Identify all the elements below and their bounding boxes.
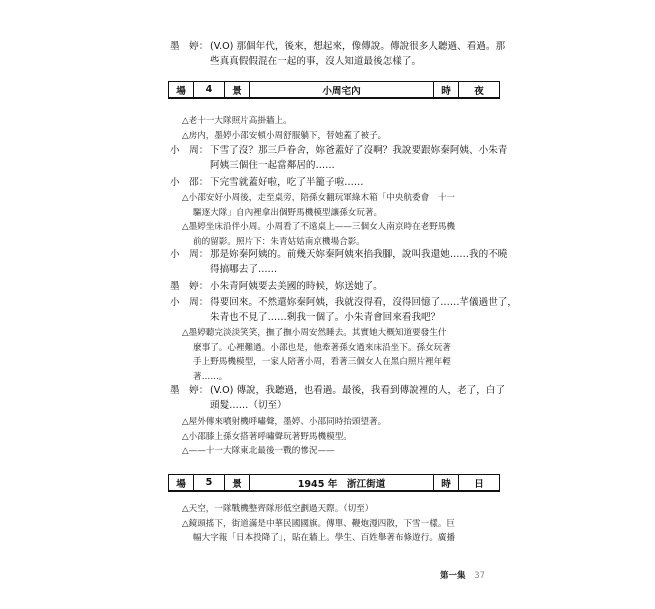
episode-label: 第一集 bbox=[440, 571, 466, 581]
dialogue-text: (V.O) 那個年代，後來，想起來，像傳說。傳說很多人聽過、看過。那 些真真假假混在一起的事，沒人知道最後怎樣了。 bbox=[210, 41, 506, 67]
action-block: △老十一大隊照片高掛牆上。 △房内，墨婷小邵安頓小周舒服躺下，替她蓋了被子。 bbox=[182, 116, 387, 141]
page-number: 37 bbox=[474, 571, 486, 581]
dialogue-xiao-zhou: 小 周： 那是妳秦阿姨的。前幾天妳秦阿姨來掐我腳，說叫我還她……我的不曉 得搞哪去了…… bbox=[170, 249, 508, 275]
action-block: △天空，一隊戰機整齊隊形低空劃過天際。（切至） △鏡頭搖下，街道滿是中華民國國旗。傳單、鞭炮漫四散，下雪一樣。巨 幅大字報「日本投降了」，貼在牆上。學生、百姓舉著布條遊行。廣播 bbox=[182, 504, 456, 543]
action-block: △墨婷聽完淡淡笑笑，撫了撫小周安然睡去。其實她大概知道要發生什 麼事了。心裡難過。小邵也是，他牽著孫女過來床沿坐下。孫女玩著 手上野馬機模型，一家人陪著小周，看著三個女人在黑白照片裡年輕 著……。 bbox=[182, 328, 451, 382]
action-block: △小邵安好小周後，走至桌旁，陪孫女翻玩軍綠木箱「中央航委會 十一 驅逐大隊」自內裡拿出個野馬機模型讓孫女玩著。 △墨婷坐床沿伴小周。小周看了不遠桌上——三個女人南京時在老野馬機 前的留影。照片下：朱青姑姑南京機場合影。 bbox=[182, 193, 456, 247]
dialogue-mo-ting-vo: 墨 婷： (V.O) 傳說，我聽過，也看過。最後，我看到傳說裡的人，老了，白了 頭髮……（切至） bbox=[170, 385, 506, 411]
speaker: 墨 婷： bbox=[170, 41, 209, 52]
dialogue-mo-ting-vo bbox=[170, 39, 506, 69]
dialogue-xiao-shao: 小 邵： 下完雪就蓋好啦，吃了半籠子啦…… bbox=[170, 177, 364, 188]
dialogue-xiao-zhou: 小 周： 得要回來。不然還妳秦阿姨，我就沒得看，沒得回憶了……芊儀過世了， 朱青也不見了……剩我一個了。小朱青會回來看我吧？ bbox=[170, 297, 517, 323]
page-footer bbox=[440, 569, 500, 581]
dialogue-mo-ting: 墨 婷： 小朱青阿姨要去美國的時候，妳送她了。 bbox=[170, 281, 383, 292]
dialogue-xiao-zhou: 小 周： 下雪了沒？那三戶眷舍，妳爸蓋好了沒啊？我說要跟妳秦阿姨、小朱青 阿姨三個住一起當鄰居的…… bbox=[170, 145, 508, 171]
scene-heading-4: 場 4 景 小周宅內 時 夜 bbox=[168, 81, 500, 99]
scene-heading-5: 場 5 景 1945 年 浙江街道 時 日 bbox=[168, 474, 500, 492]
action-block: △屋外傳來噴射機呼嘯聲，墨婷、小邵同時抬頭望著。 △小邵膝上孫女搭著呼嘯聲玩著野馬機模型。 △——十一大隊東北最後一戰的慘況—— bbox=[182, 417, 387, 456]
